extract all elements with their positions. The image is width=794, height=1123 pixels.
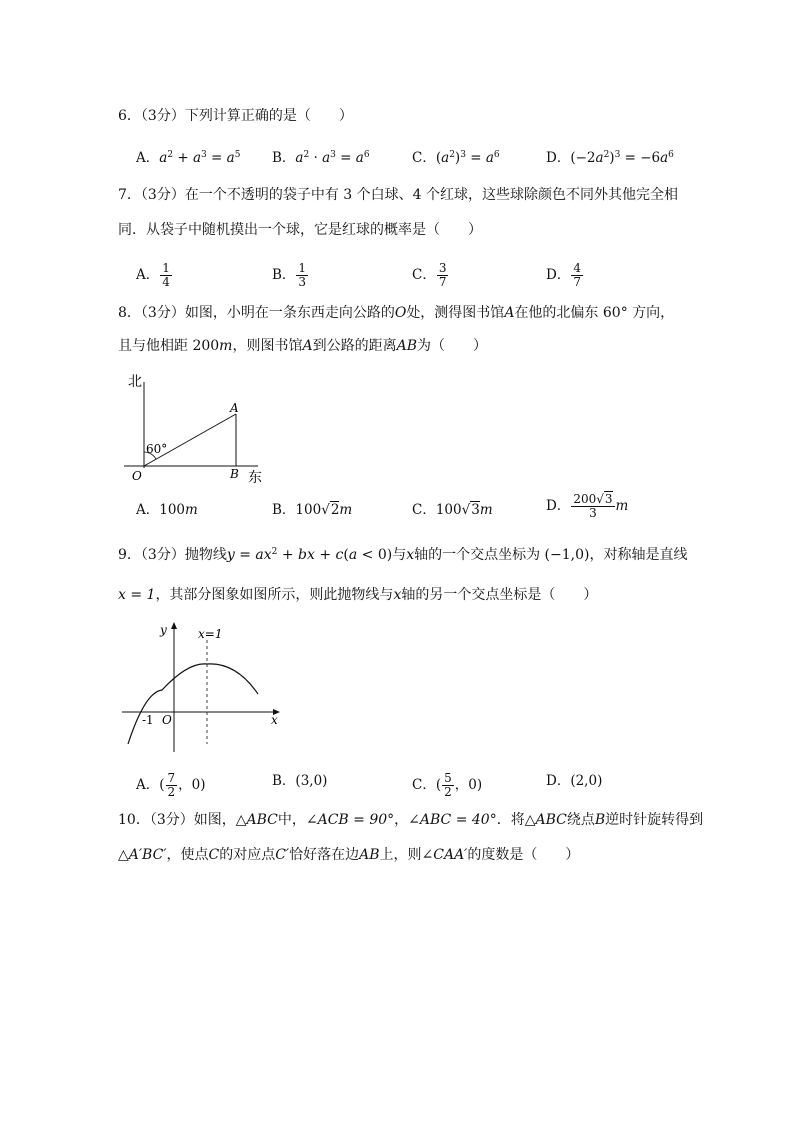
q8-option-a[interactable]: A．100m	[136, 502, 198, 518]
q9-option-d[interactable]: D．(2,0)	[546, 773, 603, 789]
q9-option-a[interactable]: A．( $\frac{7}{2}$ ，0)	[136, 771, 206, 799]
x-axis-label: x	[271, 713, 278, 727]
origin-label: O	[162, 713, 172, 727]
q8-option-b[interactable]: B．100√2m	[272, 502, 353, 518]
q7-stem-line1: 7．（3分）在一个不透明的袋子中有 3 个白球、4 个红球，这些球除颜色不同外其他完全相	[118, 187, 678, 203]
point-a-label: A	[230, 401, 239, 415]
point-b-label: B	[230, 467, 239, 481]
q6-option-d[interactable]: D．$(-2a^2)^3 = -6a^6$	[546, 150, 674, 166]
q7-option-b[interactable]: B． $\frac{1}{3}$	[272, 261, 307, 289]
q8-stem-line1: 8．（3分）如图，小明在一条东西走向公路的O处，测得图书馆A在他的北偏东 60° 方向，	[118, 305, 675, 321]
q10-stem-line1: 10．（3分）如图，△ABC中，∠ACB = 90°，∠ABC = 40°．将△ABC绕点B逆时针旋转得到	[118, 812, 704, 828]
angle-label: 60°	[146, 442, 168, 456]
q9-option-b[interactable]: B．(3,0)	[272, 773, 328, 789]
q9-stem-line2: x = 1，其部分图象如图所示，则此抛物线与x轴的另一个交点坐标是（ ）	[118, 587, 598, 603]
q6-option-a[interactable]: A．$a^2 + a^3 = a^5$	[136, 150, 241, 166]
q9-stem-line1: 9．（3分）抛物线$y = ax^2$ + bx + c(a < 0)与x轴的一个交点坐标为 (−1,0)，对称轴是直线	[118, 547, 688, 563]
y-arrow	[171, 622, 177, 629]
segment-oa	[144, 414, 236, 466]
parabola-curve	[128, 664, 258, 744]
symmetry-label: x=1	[198, 627, 223, 641]
q10-stem-line2: △A′BC′，使点C的对应点C′恰好落在边AB上，则∠CAA′的度数是（ ）	[118, 847, 580, 863]
east-label: 东	[248, 470, 262, 486]
q9-option-c[interactable]: C．( $\frac{5}{2}$ ，0)	[412, 771, 483, 799]
y-axis-label: y	[160, 623, 167, 637]
q6-stem: 6．（3分）下列计算正确的是（ ）	[118, 108, 353, 124]
q7-option-d[interactable]: D． $\frac{4}{7}$	[546, 261, 581, 289]
north-label: 北	[128, 374, 142, 390]
q9-figure	[118, 620, 288, 755]
q7-stem-line2: 同．从袋子中随机摸出一个球，它是红球的概率是（ ）	[118, 222, 482, 238]
minus-one-label: -1	[142, 713, 154, 727]
q7-option-c[interactable]: C． $\frac{3}{7}$	[412, 261, 447, 289]
q8-figure	[118, 370, 278, 490]
point-o-label: O	[132, 469, 142, 483]
q8-stem-line2: 且与他相距 200m，则图书馆A到公路的距离AB为（ ）	[118, 338, 487, 354]
q6-option-c[interactable]: C．$(a^2)^3 = a^6$	[412, 150, 500, 166]
q7-option-a[interactable]: A． $\frac{1}{4}$	[136, 261, 170, 289]
q6-option-b[interactable]: B．$a^2 \cdot a^3 = a^6$	[272, 150, 370, 166]
q8-option-c[interactable]: C．100√3m	[412, 502, 493, 518]
q8-option-d[interactable]: D． $\frac{200√3}{3}$ m	[546, 492, 629, 520]
